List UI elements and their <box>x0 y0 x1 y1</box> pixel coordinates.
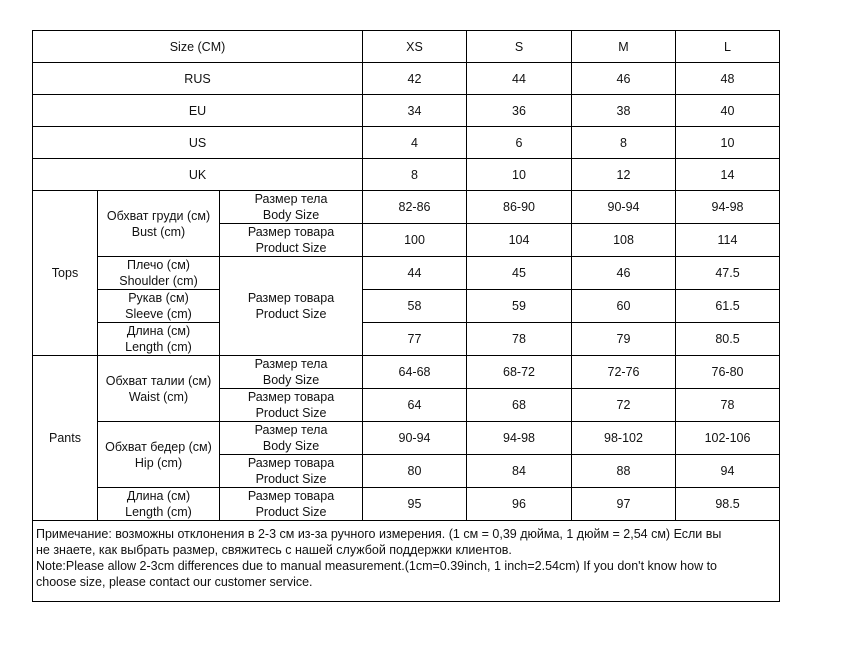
size-header-label: Size (CM) <box>33 31 363 63</box>
table-cell: 97 <box>572 488 676 521</box>
measure-label-en: Hip (cm) <box>134 455 183 470</box>
measure-label-length <box>98 323 220 356</box>
measure-label-ru: Обхват бедер (см) <box>105 439 212 454</box>
size-header-s: S <box>467 31 572 63</box>
table-cell: 59 <box>467 290 572 323</box>
table-cell: 14 <box>676 159 780 191</box>
table-cell: 90-94 <box>572 191 676 224</box>
size-type-ru: Размер товара <box>247 225 335 239</box>
table-row-eu <box>33 95 780 127</box>
table-cell: 79 <box>572 323 676 356</box>
header-row <box>33 31 780 63</box>
table-row-shoulder <box>33 257 780 290</box>
size-type-product <box>220 257 363 356</box>
size-type-ru: Размер тела <box>254 357 328 371</box>
table-cell: 80 <box>363 455 467 488</box>
table-cell: 58 <box>363 290 467 323</box>
measure-label-en: Shoulder (cm) <box>119 274 198 288</box>
table-cell: 68 <box>467 389 572 422</box>
table-cell: 68-72 <box>467 356 572 389</box>
table-cell: 10 <box>676 127 780 159</box>
table-cell: 38 <box>572 95 676 127</box>
size-type-en: Product Size <box>255 241 327 255</box>
table-cell: 108 <box>572 224 676 257</box>
table-row-rus <box>33 63 780 95</box>
table-row-bust-body <box>33 191 780 224</box>
size-type-ru: Размер товара <box>247 291 335 305</box>
table-cell: 61.5 <box>676 290 780 323</box>
size-type-en: Body Size <box>262 439 320 453</box>
measure-label-sleeve <box>98 290 220 323</box>
row-label-us: US <box>33 127 363 159</box>
measure-label-en: Length (cm) <box>125 505 192 519</box>
table-cell: 98.5 <box>676 488 780 521</box>
size-type-en: Body Size <box>262 208 320 222</box>
measurement-note <box>33 521 780 602</box>
size-header-m: M <box>572 31 676 63</box>
table-cell: 72-76 <box>572 356 676 389</box>
table-row-tops-length <box>33 323 780 356</box>
table-cell: 8 <box>363 159 467 191</box>
table-cell: 8 <box>572 127 676 159</box>
table-cell: 90-94 <box>363 422 467 455</box>
table-row-pants-length <box>33 488 780 521</box>
table-cell: 102-106 <box>676 422 780 455</box>
table-cell: 12 <box>572 159 676 191</box>
table-cell: 64 <box>363 389 467 422</box>
size-type-product <box>220 224 363 257</box>
size-type-ru: Размер товара <box>247 489 335 503</box>
table-cell: 80.5 <box>676 323 780 356</box>
measure-label-ru: Обхват талии (см) <box>105 373 212 388</box>
note-row <box>33 521 780 602</box>
size-type-product <box>220 455 363 488</box>
table-cell: 94-98 <box>676 191 780 224</box>
table-cell: 76-80 <box>676 356 780 389</box>
table-cell: 60 <box>572 290 676 323</box>
table-cell: 4 <box>363 127 467 159</box>
table-cell: 84 <box>467 455 572 488</box>
table-cell: 45 <box>467 257 572 290</box>
measure-label-ru: Длина (см) <box>126 324 191 338</box>
size-type-product <box>220 389 363 422</box>
measure-label-ru: Обхват груди (см) <box>106 208 211 223</box>
table-cell: 72 <box>572 389 676 422</box>
table-cell: 96 <box>467 488 572 521</box>
table-cell: 95 <box>363 488 467 521</box>
table-cell: 46 <box>572 257 676 290</box>
table-cell: 34 <box>363 95 467 127</box>
table-cell: 44 <box>363 257 467 290</box>
size-type-product <box>220 488 363 521</box>
table-cell: 78 <box>676 389 780 422</box>
note-ru-line-2: не знаете, как выбрать размер, свяжитесь с нашей службой поддержки клиентов. <box>36 543 512 557</box>
table-cell: 98-102 <box>572 422 676 455</box>
measure-label-hip <box>98 422 220 488</box>
section-label-tops: Tops <box>33 191 98 356</box>
measure-label-length <box>98 488 220 521</box>
table-cell: 42 <box>363 63 467 95</box>
table-row-uk <box>33 159 780 191</box>
size-type-body <box>220 356 363 389</box>
table-row-sleeve <box>33 290 780 323</box>
size-type-body <box>220 191 363 224</box>
table-cell: 78 <box>467 323 572 356</box>
section-label-pants: Pants <box>33 356 98 521</box>
table-cell: 48 <box>676 63 780 95</box>
row-label-eu: EU <box>33 95 363 127</box>
table-row-waist-body <box>33 356 780 389</box>
size-type-body <box>220 422 363 455</box>
table-cell: 94 <box>676 455 780 488</box>
size-type-en: Product Size <box>255 505 327 519</box>
measure-label-en: Length (cm) <box>125 340 192 354</box>
table-cell: 77 <box>363 323 467 356</box>
table-cell: 10 <box>467 159 572 191</box>
table-cell: 44 <box>467 63 572 95</box>
note-ru-line-1: Примечание: возможны отклонения в 2-3 см из-за ручного измерения. (1 см = 0,39 дюйма, 1 дюйм = 2,54 см) Если вы <box>36 527 722 541</box>
size-header-xs: XS <box>363 31 467 63</box>
size-type-ru: Размер товара <box>247 456 335 470</box>
table-cell: 114 <box>676 224 780 257</box>
size-chart-table <box>32 30 780 602</box>
row-label-uk: UK <box>33 159 363 191</box>
measure-label-shoulder <box>98 257 220 290</box>
table-cell: 82-86 <box>363 191 467 224</box>
size-type-ru: Размер тела <box>254 192 328 206</box>
measure-label-ru: Длина (см) <box>126 489 191 503</box>
table-cell: 40 <box>676 95 780 127</box>
table-cell: 86-90 <box>467 191 572 224</box>
size-type-en: Product Size <box>255 406 327 420</box>
size-type-ru: Размер товара <box>247 390 335 404</box>
table-row-hip-body <box>33 422 780 455</box>
size-type-ru: Размер тела <box>254 423 328 437</box>
measure-label-waist <box>98 356 220 422</box>
note-en-line-1: Note:Please allow 2-3cm differences due to manual measurement.(1cm=0.39inch, 1 inch=2.54cm) If you don't know how to <box>36 559 717 573</box>
table-row-us <box>33 127 780 159</box>
measure-label-ru: Рукав (см) <box>128 291 189 305</box>
table-cell: 36 <box>467 95 572 127</box>
table-cell: 100 <box>363 224 467 257</box>
measure-label-ru: Плечо (см) <box>127 258 190 272</box>
measure-label-bust <box>98 191 220 257</box>
measure-label-en: Sleeve (cm) <box>125 307 192 321</box>
size-header-l: L <box>676 31 780 63</box>
table-cell: 94-98 <box>467 422 572 455</box>
note-en-line-2: choose size, please contact our customer service. <box>36 575 313 589</box>
row-label-rus: RUS <box>33 63 363 95</box>
table-cell: 88 <box>572 455 676 488</box>
table-cell: 6 <box>467 127 572 159</box>
table-cell: 47.5 <box>676 257 780 290</box>
size-type-en: Body Size <box>262 373 320 387</box>
measure-label-en: Bust (cm) <box>131 224 186 239</box>
table-cell: 46 <box>572 63 676 95</box>
table-cell: 64-68 <box>363 356 467 389</box>
size-type-en: Product Size <box>255 472 327 486</box>
measure-label-en: Waist (cm) <box>128 389 189 404</box>
size-type-en: Product Size <box>255 307 327 321</box>
table-cell: 104 <box>467 224 572 257</box>
